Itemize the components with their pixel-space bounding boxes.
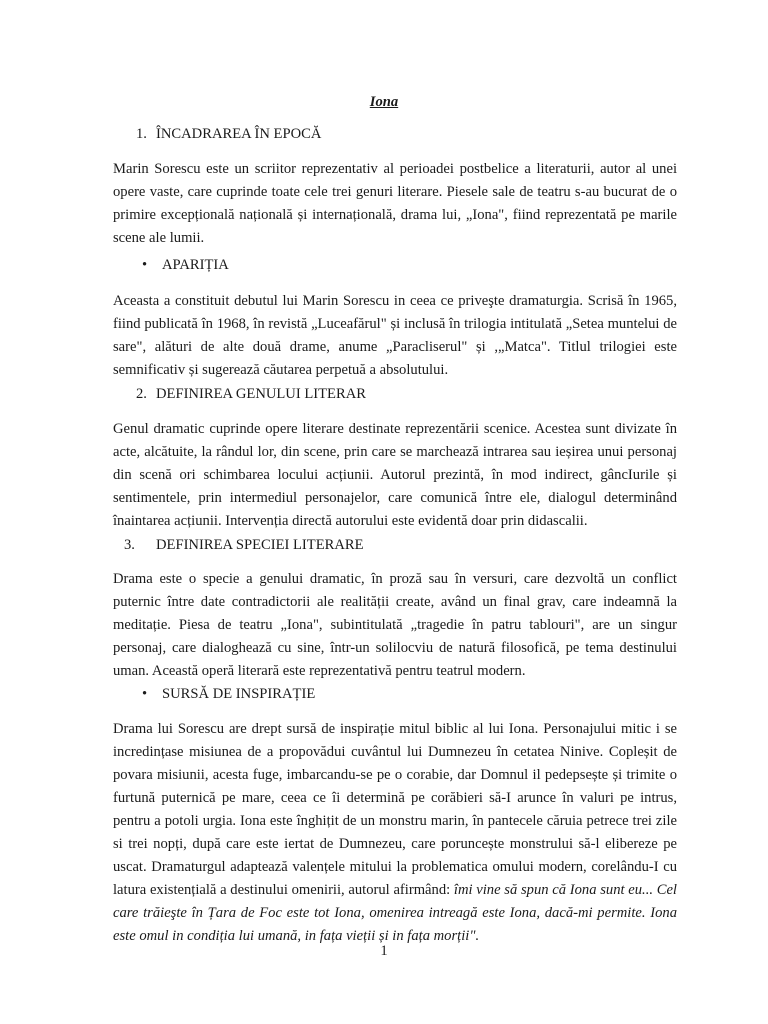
- section-heading-2: [136, 386, 366, 403]
- section-number: 3.: [124, 537, 135, 553]
- section-number: 2.: [136, 386, 147, 402]
- section-heading-bullet-1: [142, 257, 229, 274]
- document-title: Iona: [369, 94, 399, 110]
- paragraph-2: Aceasta a constituit debutul lui Marin Sorescu in ceea ce priveşte dramaturgia. Scrisă în 1965, fiind publicată în 1968, în revistă „Luceafărul" și inclusă în trilogia intitulată „Setea muntelui de sare", alături de alte două drame, anume „Paracliserul" și ,„Matca". Titlul trilogiei este semnificativ și sugerează căutarea perpetuă a absolutului.: [113, 293, 677, 378]
- paragraph-3: Genul dramatic cuprinde opere literare destinate reprezentării scenice. Acestea sunt divizate în acte, alcătuite, la rândul lor, din scene, prin care se marchează intrarea sau ieșirea unui personaj din scenă ori schimbarea locului acțiunii. Autorul prezintă, în mod indirect, gâncIurile și sentimentele, prin intermediul personajelor, care comunică între ele, dialogul determinând înaintarea acțiunii. Intervenția directă autorului este evidentă doar prin didascalii.: [113, 421, 677, 529]
- paragraph-5: [113, 718, 677, 948]
- section-title: DEFINIREA SPECIEI LITERARE: [156, 537, 364, 553]
- section-number: 1.: [136, 126, 147, 142]
- paragraph-4: Drama este o specie a genului dramatic, în proză sau în versuri, care dezvoltă un conflict puternic între date contradictorii ale realității create, având un final grav, care indeamnă la meditație. Piesa de teatru „Iona", subintitulată „tragedie în patru tablouri", are un singur personaj, care dialoghează cu sine, într-un solilocviu de natură filosofică, pe tema destinului uman. Această operă literară este reprezentativă pentru teatrul modern.: [113, 571, 677, 679]
- bullet: •: [142, 686, 148, 702]
- section-heading-1: [136, 126, 321, 143]
- section-title: APARIȚIA: [162, 257, 229, 273]
- section-title: SURSĂ DE INSPIRAȚIE: [162, 686, 316, 702]
- paragraph-1: Marin Sorescu este un scriitor reprezentativ al perioadei postbelice a literaturii, autor al unei opere vaste, care cuprinde toate cele trei genuri literare. Piesele sale de teatru s-au bucurat de o primire excepțională națională și internațională, drama lui, „Iona", fiind reprezentată pe marile scene ale lumii.: [113, 161, 677, 246]
- section-title: ÎNCADRAREA ÎN EPOCĂ: [156, 126, 322, 142]
- page-number: 1: [380, 943, 388, 959]
- paragraph-5-quote: îmi vine să spun că Iona sunt eu... Cel care trăieşte în Țara de Foc este tot Iona, omenirea intreagă este Iona, dacă-mi permite. Iona este omul in condiția lui umană, in fața vieții și in fața morții".: [113, 882, 677, 944]
- paragraph-5-text: Drama lui Sorescu are drept sursă de inspirație mitul biblic al lui Iona. Personajului mitic i se incredințase misiunea de a propovădui cuvântul lui Dumnezeu în cetatea Ninive. Copleșit de povara misiunii, acesta fuge, imbarcandu-se pe o corabie, dar Domnul il pedepsește și trimite o furtună puternică pe mare, ceea ce îi determină pe corăbieri să-I arunce în valuri pe intrus, pentru a potoli urgia. Iona este înghițit de un monstru marin, în pantecele căruia petrece trei zile si trei nopți, după care este iertat de Dumnezeu, care poruncește monstrului să-l elibereze pe uscat. Dramaturgul adaptează valențele mitului la problematica omului modern, corelându-I cu latura existențială a destinului omenirii, autorul afirmând:: [113, 721, 677, 898]
- section-heading-bullet-2: [142, 686, 315, 703]
- section-title: DEFINIREA GENULUI LITERAR: [156, 386, 366, 402]
- bullet: •: [142, 257, 148, 273]
- section-heading-3: [124, 537, 364, 554]
